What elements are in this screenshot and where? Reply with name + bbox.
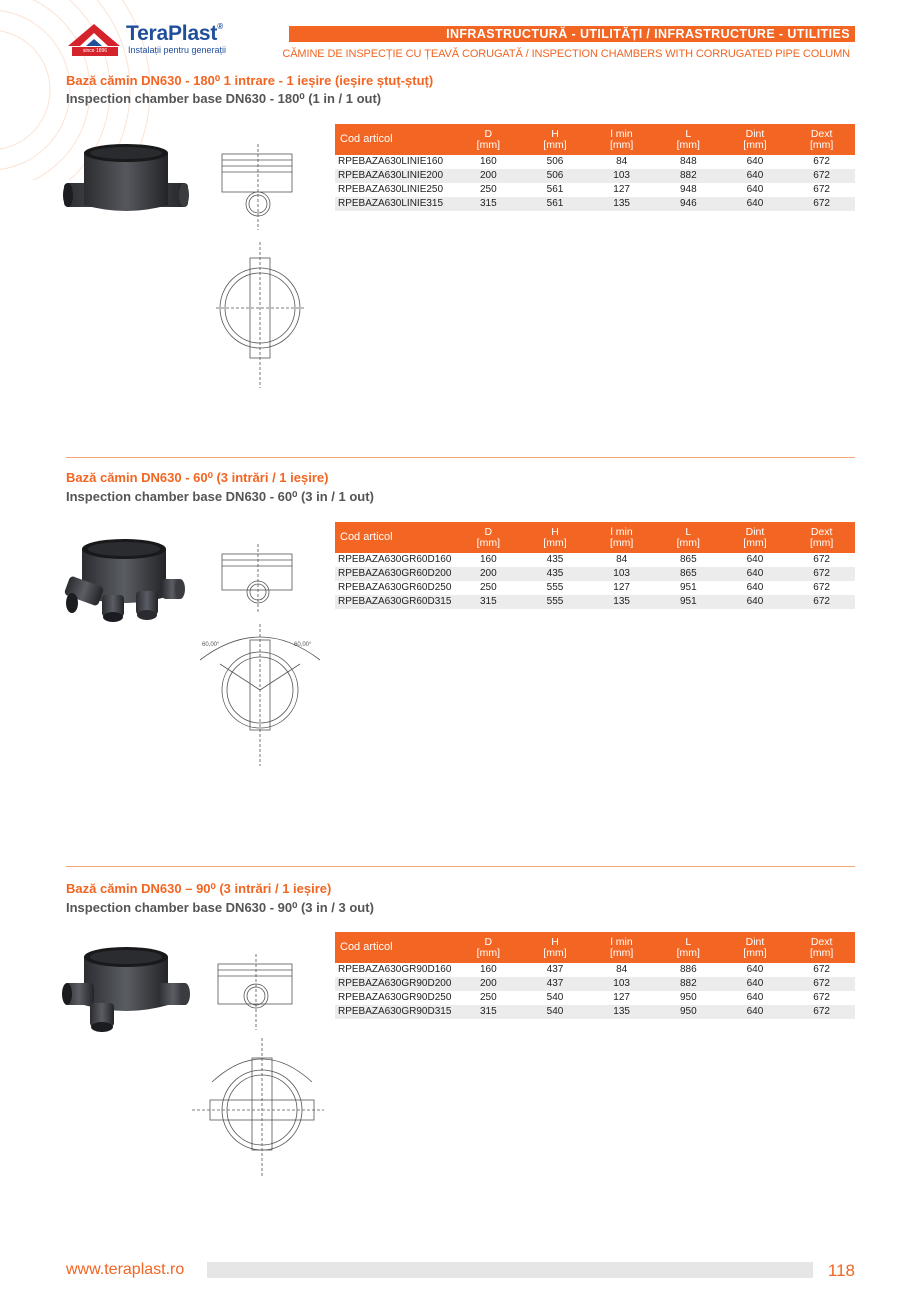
table-row <box>335 991 855 1005</box>
cell-value: 160 <box>479 964 497 975</box>
col-header-dext: Dext [mm] <box>788 124 855 155</box>
table-row <box>335 595 855 609</box>
col-header-l: L [mm] <box>655 124 722 155</box>
cell-value: 250 <box>479 992 497 1003</box>
side-drawing-60 <box>214 540 299 620</box>
cell-value: 561 <box>522 197 589 211</box>
cell-code: RPEBAZA630GR90D250 <box>338 992 452 1003</box>
cell-value: 506 <box>522 169 589 183</box>
col-header-code: Cod articol <box>335 522 455 553</box>
cell-value: 540 <box>546 992 564 1003</box>
cell-value: 882 <box>655 977 722 991</box>
cell-value: 435 <box>522 567 589 581</box>
section-divider <box>66 457 855 458</box>
top-drawing-180 <box>210 238 310 398</box>
cell-value: 865 <box>655 567 722 581</box>
cell-value: 103 <box>588 567 655 581</box>
cell-value: 315 <box>455 197 522 211</box>
cell-code: RPEBAZA630LINIE250 <box>338 184 444 195</box>
cell-value: 160 <box>479 156 497 167</box>
cell-code: RPEBAZA630GR60D250 <box>338 582 452 593</box>
table-header-row <box>335 522 855 553</box>
cell-value: 435 <box>546 554 564 565</box>
cell-code: RPEBAZA630GR60D200 <box>335 567 455 581</box>
col-header-h: H [mm] <box>522 124 589 155</box>
cell-value: 948 <box>679 184 697 195</box>
cell-value: 555 <box>546 582 564 593</box>
table-row <box>335 581 855 595</box>
cell-value: 946 <box>655 197 722 211</box>
cell-value: 672 <box>813 582 830 593</box>
cell-code: RPEBAZA630GR90D160 <box>338 964 452 975</box>
cell-value: 135 <box>588 197 655 211</box>
cell-value: 672 <box>813 554 830 565</box>
col-header-dint: Dint [mm] <box>722 124 789 155</box>
cell-value: 950 <box>655 1005 722 1019</box>
cell-value: 640 <box>722 197 789 211</box>
cell-value: 672 <box>813 992 830 1003</box>
cell-value: 640 <box>746 184 764 195</box>
cell-value: 84 <box>616 554 628 565</box>
cell-value: 200 <box>455 567 522 581</box>
cell-value: 848 <box>679 156 697 167</box>
table-row <box>335 963 855 977</box>
cell-value: 84 <box>616 964 628 975</box>
col-header-d: D [mm] <box>455 124 522 155</box>
footer-url-link[interactable]: www.teraplast.ro <box>66 1261 185 1278</box>
cell-value: 127 <box>613 184 630 195</box>
cell-value: 950 <box>679 992 697 1003</box>
cell-value: 103 <box>588 169 655 183</box>
product-photo-90 <box>62 945 190 1033</box>
cell-value: 640 <box>746 964 764 975</box>
since-badge: since 1896 <box>72 47 118 56</box>
col-header-dext: Dext [mm] <box>788 522 855 553</box>
cell-value: 135 <box>588 595 655 609</box>
col-header-l: L [mm] <box>655 522 722 553</box>
cell-value: 640 <box>722 567 789 581</box>
top-drawing-60 <box>186 620 326 770</box>
cell-code: RPEBAZA630GR60D160 <box>338 554 452 565</box>
cell-value: 250 <box>479 582 497 593</box>
cell-value: 160 <box>479 554 497 565</box>
cell-value: 315 <box>455 595 522 609</box>
cell-code: RPEBAZA630LINIE315 <box>335 197 455 211</box>
cell-value: 315 <box>455 1005 522 1019</box>
col-header-dint: Dint [mm] <box>722 522 789 553</box>
cell-value: 127 <box>613 992 630 1003</box>
col-header-d: D [mm] <box>455 932 522 963</box>
table-row <box>335 567 855 581</box>
cell-value: 672 <box>813 156 830 167</box>
cell-code: RPEBAZA630LINIE160 <box>338 156 444 167</box>
col-header-h: H [mm] <box>522 522 589 553</box>
col-header-l: L [mm] <box>655 932 722 963</box>
cell-value: 865 <box>679 554 697 565</box>
cell-value: 437 <box>522 977 589 991</box>
table-header-row <box>335 932 855 963</box>
table-body <box>335 553 855 609</box>
col-header-d: D [mm] <box>455 522 522 553</box>
cell-value: 84 <box>616 156 628 167</box>
cell-value: 672 <box>788 567 855 581</box>
spec-table-60 <box>335 522 855 609</box>
cell-value: 882 <box>655 169 722 183</box>
col-header-dext: Dext [mm] <box>788 932 855 963</box>
cell-value: 506 <box>546 156 564 167</box>
cell-value: 672 <box>813 184 830 195</box>
spec-table-180 <box>335 124 855 211</box>
header-subtitle: CĂMINE DE INSPECȚIE CU ȚEAVĂ CORUGATĂ / INSPECTION CHAMBERS WITH CORRUGATED PIPE COLUMN <box>282 48 850 60</box>
cell-value: 127 <box>613 582 630 593</box>
cell-value: 640 <box>746 156 764 167</box>
table-row <box>335 977 855 991</box>
cell-value: 540 <box>522 1005 589 1019</box>
table-row <box>335 197 855 211</box>
cell-value: 640 <box>746 554 764 565</box>
spec-table-90 <box>335 932 855 1019</box>
cell-value: 103 <box>588 977 655 991</box>
cell-value: 951 <box>679 582 697 593</box>
cell-code: RPEBAZA630GR60D315 <box>335 595 455 609</box>
col-header-code: Cod articol <box>335 932 455 963</box>
table-row <box>335 155 855 169</box>
cell-code: RPEBAZA630GR90D200 <box>335 977 455 991</box>
brand-tagline: Instalații pentru generații <box>128 45 227 55</box>
col-header-h: H [mm] <box>522 932 589 963</box>
cell-value: 640 <box>722 169 789 183</box>
col-header-lmin: l min [mm] <box>588 124 655 155</box>
table-row <box>335 169 855 183</box>
angle-label-right: 60,00° <box>294 642 312 648</box>
header-title: INFRASTRUCTURĂ - UTILITĂȚI / INFRASTRUCTURE - UTILITIES <box>446 27 850 41</box>
section-1-title: Bază cămin DN630 - 180⁰ 1 intrare - 1 ieșire (ieșire ștuț-ștuț) <box>66 73 434 88</box>
section-2-title: Bază cămin DN630 - 60⁰ (3 intrări / 1 ieșire) <box>66 470 329 485</box>
logo-roof-icon <box>66 22 122 48</box>
cell-value: 640 <box>746 992 764 1003</box>
cell-value: 672 <box>788 197 855 211</box>
cell-value: 672 <box>788 595 855 609</box>
col-header-lmin: l min [mm] <box>588 522 655 553</box>
cell-value: 200 <box>455 169 522 183</box>
cell-value: 672 <box>788 1005 855 1019</box>
side-drawing-90 <box>210 950 300 1035</box>
cell-value: 640 <box>722 977 789 991</box>
brand-logo <box>66 22 241 58</box>
cell-value: 437 <box>546 964 564 975</box>
cell-value: 886 <box>679 964 697 975</box>
side-drawing-180 <box>214 140 299 235</box>
section-3-title: Bază cămin DN630 – 90⁰ (3 intrări / 1 ieșire) <box>66 881 332 896</box>
cell-value: 555 <box>522 595 589 609</box>
footer-bar <box>207 1262 813 1278</box>
table-row <box>335 183 855 197</box>
col-header-lmin: l min [mm] <box>588 932 655 963</box>
cell-value: 640 <box>722 1005 789 1019</box>
cell-value: 561 <box>546 184 564 195</box>
product-photo-60 <box>62 535 186 623</box>
cell-value: 672 <box>788 977 855 991</box>
table-body <box>335 155 855 211</box>
table-body <box>335 963 855 1019</box>
page-number: 118 <box>827 1261 855 1280</box>
table-header-row <box>335 124 855 155</box>
section-divider <box>66 866 855 867</box>
cell-value: 640 <box>746 582 764 593</box>
cell-value: 951 <box>655 595 722 609</box>
cell-value: 672 <box>788 169 855 183</box>
section-3-subtitle: Inspection chamber base DN630 - 90⁰ (3 in / 3 out) <box>66 900 374 915</box>
cell-value: 135 <box>588 1005 655 1019</box>
table-row <box>335 1005 855 1019</box>
product-photo-180 <box>62 143 190 228</box>
section-1-subtitle: Inspection chamber base DN630 - 180⁰ (1 in / 1 out) <box>66 91 382 106</box>
cell-value: 672 <box>813 964 830 975</box>
angle-label-left: 60,00° <box>202 642 220 648</box>
section-2-subtitle: Inspection chamber base DN630 - 60⁰ (3 in / 1 out) <box>66 489 374 504</box>
top-drawing-90 <box>188 1032 328 1182</box>
table-row <box>335 553 855 567</box>
cell-value: 250 <box>479 184 497 195</box>
cell-value: 640 <box>722 595 789 609</box>
cell-value: 200 <box>455 977 522 991</box>
cell-code: RPEBAZA630LINIE200 <box>335 169 455 183</box>
cell-code: RPEBAZA630GR90D315 <box>335 1005 455 1019</box>
col-header-dint: Dint [mm] <box>722 932 789 963</box>
brand-name: TeraPlast® <box>126 22 223 45</box>
col-header-code: Cod articol <box>335 124 455 155</box>
